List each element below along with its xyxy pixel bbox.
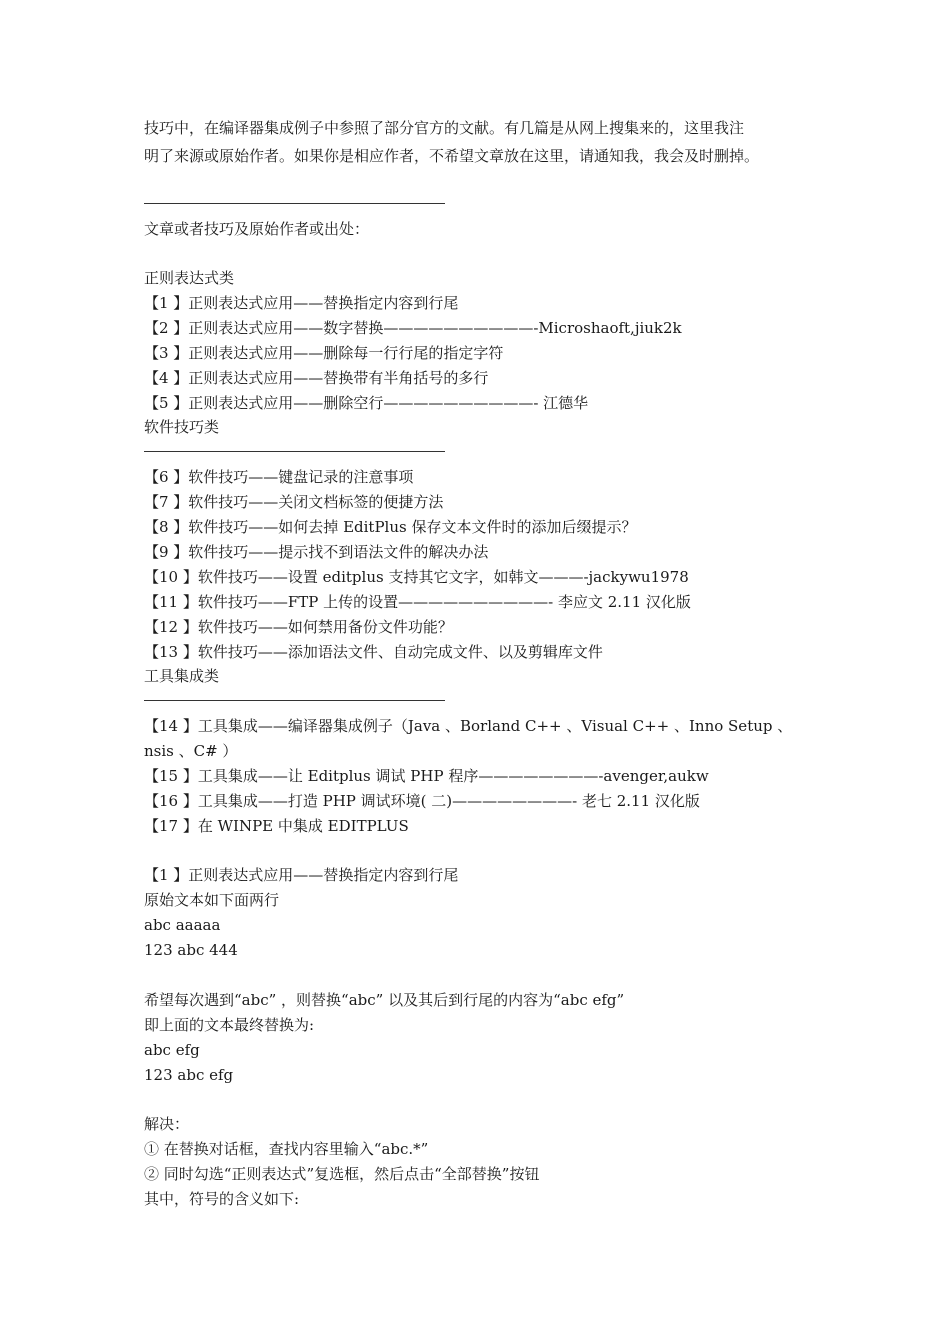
toc-heading: 文章或者技巧及原始作者或出处：	[144, 220, 370, 238]
article-closing: 其中，符号的含义如下:	[144, 1190, 300, 1208]
article-line: 123 abc 444	[144, 941, 238, 959]
article-line: 原始文本如下面两行	[144, 891, 280, 909]
divider	[144, 203, 445, 204]
article-line: abc efg	[144, 1041, 200, 1059]
divider	[144, 700, 445, 701]
section-title-tools: 工具集成类	[144, 667, 220, 685]
solution-step: ② 同时勾选“正则表达式”复选框，然后点击“全部替换”按钮	[144, 1165, 540, 1183]
toc-item: 【4 】正则表达式应用——替换带有半角括号的多行	[144, 369, 489, 387]
toc-item: 【14 】工具集成——编译器集成例子（Java 、Borland C++ 、Visual C++ 、Inno Setup 、	[144, 717, 793, 735]
toc-item: 【5 】正则表达式应用——删除空行——————————- 江德华	[144, 394, 589, 412]
intro-line-1: 技巧中，在编译器集成例子中参照了部分官方的文献。有几篇是从网上搜集来的，这里我注	[144, 119, 745, 137]
toc-item: 【6 】软件技巧——键盘记录的注意事项	[144, 468, 414, 486]
article-heading: 【1 】正则表达式应用——替换指定内容到行尾	[144, 866, 459, 884]
toc-item: 【16 】工具集成——打造 PHP 调试环境( 二)————————- 老七 2.11 汉化版	[144, 792, 700, 810]
intro-line-2: 明了来源或原始作者。如果你是相应作者，不希望文章放在这里，请通知我，我会及时删掉。	[144, 147, 760, 165]
toc-item: 【8 】软件技巧——如何去掉 EditPlus 保存文本文件时的添加后缀提示？	[144, 518, 637, 536]
toc-item-continuation: nsis 、C# ）	[144, 742, 238, 760]
toc-item: 【1 】正则表达式应用——替换指定内容到行尾	[144, 294, 459, 312]
article-line: abc aaaaa	[144, 916, 221, 934]
article-line: 希望每次遇到“abc” ，则替换“abc” 以及其后到行尾的内容为“abc efg”	[144, 991, 625, 1009]
toc-item: 【10 】软件技巧——设置 editplus 支持其它文字，如韩文———-jackywu1978	[144, 568, 689, 586]
section-title-regex: 正则表达式类	[144, 269, 235, 287]
article-line: 即上面的文本最终替换为:	[144, 1016, 315, 1034]
solution-heading: 解决：	[144, 1115, 190, 1133]
solution-step: ① 在替换对话框，查找内容里输入“abc.*”	[144, 1140, 429, 1158]
toc-item: 【3 】正则表达式应用——删除每一行行尾的指定字符	[144, 344, 504, 362]
toc-item: 【15 】工具集成——让 Editplus 调试 PHP 程序————————-avenger,aukw	[144, 767, 709, 785]
toc-item: 【13 】软件技巧——添加语法文件、自动完成文件、以及剪辑库文件	[144, 643, 603, 661]
toc-item: 【9 】软件技巧——提示找不到语法文件的解决办法	[144, 543, 489, 561]
toc-item: 【7 】软件技巧——关闭文档标签的便捷方法	[144, 493, 444, 511]
toc-item: 【11 】软件技巧——FTP 上传的设置——————————- 李应文 2.11 汉化版	[144, 593, 691, 611]
toc-item: 【2 】正则表达式应用——数字替换——————————-Microshaoft,jiuk2k	[144, 319, 682, 337]
toc-item: 【17 】在 WINPE 中集成 EDITPLUS	[144, 817, 409, 835]
divider	[144, 451, 445, 452]
article-line: 123 abc efg	[144, 1066, 234, 1084]
toc-item: 【12 】软件技巧——如何禁用备份文件功能？	[144, 618, 453, 636]
section-title-software: 软件技巧类	[144, 418, 220, 436]
